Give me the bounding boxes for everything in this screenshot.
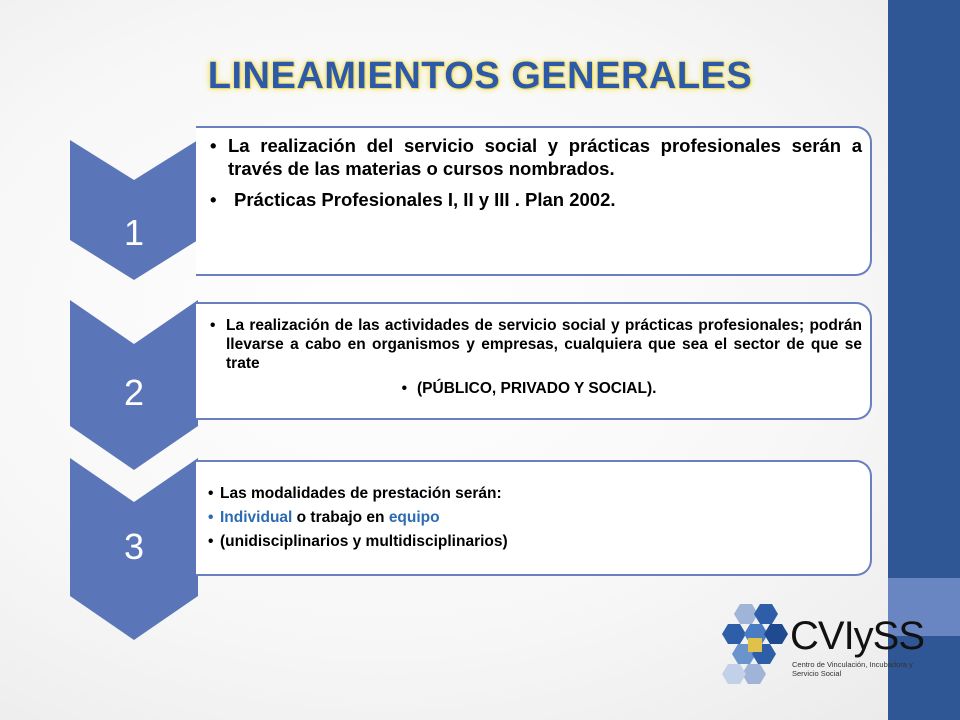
step-2-chevron — [70, 300, 198, 470]
step-1-chevron — [70, 140, 198, 280]
slide-title: LINEAMIENTOS GENERALES — [207, 55, 753, 97]
step-3-bullet-individual: • Individual o trabajo en equipo — [208, 509, 440, 526]
step-3-chevron — [70, 458, 198, 640]
step-2-sectors-bullet: • (PÚBLICO, PRIVADO Y SOCIAL). — [401, 380, 657, 397]
step-1-plan-bullet: • Prácticas Profesionales I, II y III . Plan 2002. — [210, 189, 616, 210]
step-3-box — [196, 460, 872, 576]
step-3-bullet-modalities: • Las modalidades de prestación serán: — [208, 485, 502, 502]
logo-subtitle-line2: Servicio Social — [792, 669, 842, 678]
logo-hexagon-icon — [722, 600, 792, 688]
logo-name: CVIySS — [790, 614, 925, 658]
step-1-box — [196, 126, 872, 276]
step-1-bullet: • La realización del servicio social y prácticas profesionales serán a través de las materias o cursos nombrados. — [210, 135, 862, 179]
step-3-number: 3 — [123, 526, 145, 567]
step-2-bullet: • La realización de las actividades de servicio social y prácticas profesionales; podrán llevarse a cabo en organismos y empresas, cualquiera que sea el sector de que se trate — [210, 317, 862, 372]
step-3-bullet-disciplines: • (unidisciplinarios y multidisciplinarios) — [208, 533, 508, 550]
logo-subtitle-line1: Centro de Vinculación, Incubadora y — [792, 660, 913, 669]
step-2-number: 2 — [123, 372, 145, 413]
step-2-box — [196, 302, 872, 420]
step-1-number: 1 — [123, 212, 145, 253]
